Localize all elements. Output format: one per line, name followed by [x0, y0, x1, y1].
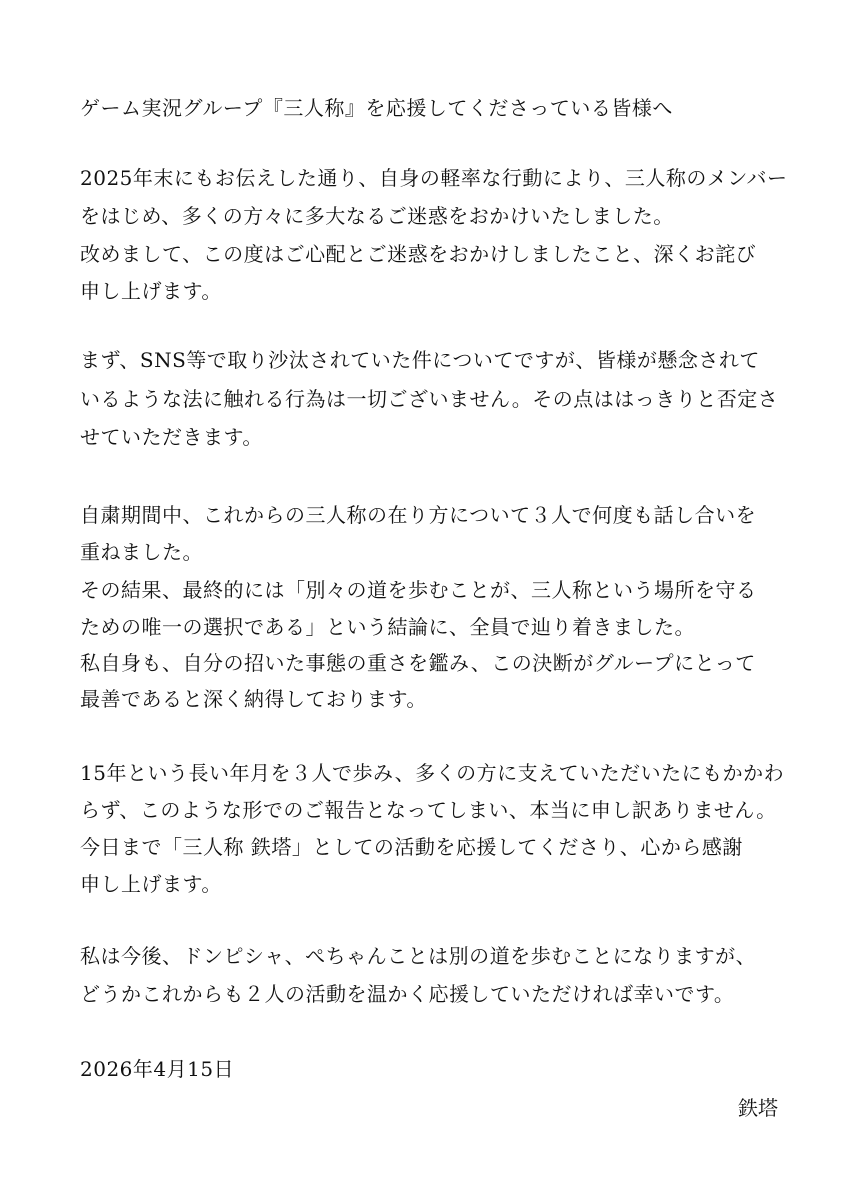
paragraph-3-line-6: 最善であると深く納得しております。: [80, 687, 427, 711]
paragraph-1-line-2: をはじめ、多くの方々に多大なるご迷惑をおかけいたしました。: [80, 204, 674, 228]
letter-signature: 鉄塔: [738, 1096, 778, 1120]
paragraph-5-line-2: どうかこれからも２人の活動を温かく応援していただければ幸いです。: [80, 982, 735, 1006]
letter-date: 2026年4月15日: [80, 1057, 235, 1081]
paragraph-4-line-1: 15年という長い年月を３人で歩み、多くの方に支えていただいたにもかかわ: [80, 761, 785, 785]
paragraph-1-line-4: 申し上げます。: [80, 279, 222, 303]
paragraph-4-line-4: 申し上げます。: [80, 872, 222, 896]
paragraph-4-line-2: らず、このような形でのご報告となってしまい、本当に申し訳ありません。: [80, 798, 777, 822]
paragraph-1-line-1: 2025年末にもお伝えした通り、自身の軽率な行動により、三人称のメンバー: [80, 166, 788, 190]
paragraph-4-line-3: 今日まで「三人称 鉄塔」としての活動を応援してくださり、心から感謝: [80, 835, 743, 859]
paragraph-3-line-1: 自粛期間中、これからの三人称の在り方について３人で何度も話し合いを: [80, 503, 757, 527]
letter-greeting: ゲーム実況グループ『三人称』を応援してくださっている皆様へ: [80, 96, 673, 120]
paragraph-3-line-5: 私自身も、自分の招いた事態の重さを鑑み、この決断がグループにとって: [80, 651, 756, 675]
paragraph-3-line-3: その結果、最終的には「別々の道を歩むことが、三人称という場所を守る: [80, 578, 757, 602]
paragraph-1-line-3: 改めまして、この度はご心配とご迷惑をおかけしましたこと、深くお詫び: [80, 242, 757, 266]
paragraph-2-line-1: まず、SNS等で取り沙汰されていた件についてですが、皆様が懸念されて: [80, 348, 760, 372]
paragraph-2-line-3: せていただきます。: [80, 425, 263, 449]
paragraph-2-line-2: いるような法に触れる行為は一切ございません。その点ははっきりと否定さ: [80, 387, 779, 411]
paragraph-5-line-1: 私は今後、ドンピシャ、ぺちゃんことは別の道を歩むことになりますが、: [80, 944, 757, 968]
paragraph-3-line-2: 重ねました。: [80, 540, 203, 564]
paragraph-3-line-4: ための唯一の選択である」という結論に、全員で辿り着きました。: [80, 615, 695, 639]
